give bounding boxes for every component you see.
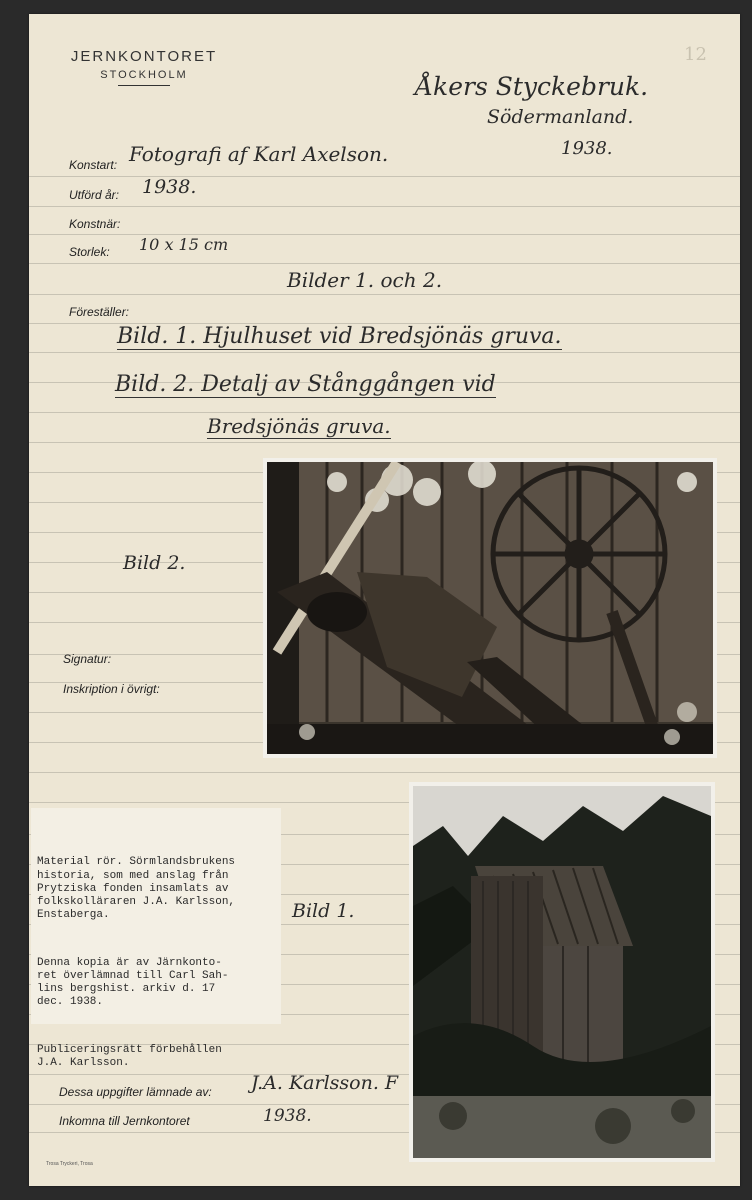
konstart-label: Konstart:: [69, 158, 118, 172]
ruled-line: [29, 294, 740, 295]
konstart-value: Fotografi af Karl Axelson.: [129, 142, 389, 166]
uppgifter-label: Dessa uppgifter lämnade av:: [59, 1085, 212, 1099]
ruled-line: [29, 412, 740, 413]
org-name: JERNKONTORET: [70, 48, 218, 65]
forestaller-label: Föreställer:: [69, 305, 130, 319]
caption-bild1: Bild 1.: [292, 900, 355, 922]
forestaller-line2a: Bild. 2. Detalj av Stånggången vid: [115, 372, 496, 397]
title-place: Åkers Styckebruk.: [415, 72, 649, 101]
ruled-line: [29, 234, 740, 235]
uppgifter-value: J.A. Karlsson. F: [251, 1072, 399, 1094]
signatur-label: Signatur:: [63, 652, 112, 666]
ruled-line: [29, 442, 740, 443]
konstnar-label: Konstnär:: [69, 217, 121, 231]
archive-card: [29, 14, 740, 1186]
photo-bild-1-image: [413, 786, 711, 1158]
page-number: 12: [684, 44, 707, 65]
ruled-line: [29, 772, 740, 773]
inkomna-value: 1938.: [263, 1106, 312, 1126]
caption-bild2: Bild 2.: [123, 552, 186, 574]
note-paragraph-2: Denna kopia är av Järnkonto- ret överlämnad till Carl Sah- lins bergshist. arkiv d. 17 dec. 1938.: [37, 956, 229, 1009]
typed-note: [31, 808, 281, 1070]
letterhead: [69, 48, 219, 86]
bilder-value: Bilder 1. och 2.: [287, 268, 443, 292]
storlek-value: 10 x 15 cm: [139, 235, 229, 254]
letterhead-rule: [118, 85, 170, 86]
photo-bild-1: [409, 782, 715, 1162]
forestaller-line1: Bild. 1. Hjulhuset vid Bredsjönäs gruva.: [117, 324, 562, 349]
utford-label: Utförd år:: [69, 188, 120, 202]
photo-bild-2: [263, 458, 717, 758]
ruled-line: [29, 176, 740, 177]
org-city: STOCKHOLM: [100, 69, 188, 81]
printer-imprint: Trosa Tryckeri, Trosa: [46, 1161, 93, 1167]
note-paragraph-1: Material rör. Sörmlandsbrukens historia, som med anslag från Prytziska fonden insamlats av folkskolläraren J.A. Karlsson, Enstaberga.: [37, 856, 236, 922]
ruled-line: [29, 263, 740, 264]
title-year: 1938.: [561, 138, 613, 159]
ruled-line: [29, 206, 740, 207]
inkomna-label: Inkomna till Jernkontoret: [59, 1114, 190, 1128]
ruled-line: [29, 352, 740, 353]
title-region: Södermanland.: [487, 106, 634, 128]
inskription-label: Inskription i övrigt:: [63, 682, 160, 696]
photo-bild-2-image: [267, 462, 713, 754]
note-paragraph-3: Publiceringsrätt förbehållen J.A. Karlsson.: [37, 1044, 222, 1070]
forestaller-line2b: Bredsjönäs gruva.: [207, 414, 391, 438]
utford-value: 1938.: [142, 176, 197, 198]
storlek-label: Storlek:: [69, 245, 110, 259]
